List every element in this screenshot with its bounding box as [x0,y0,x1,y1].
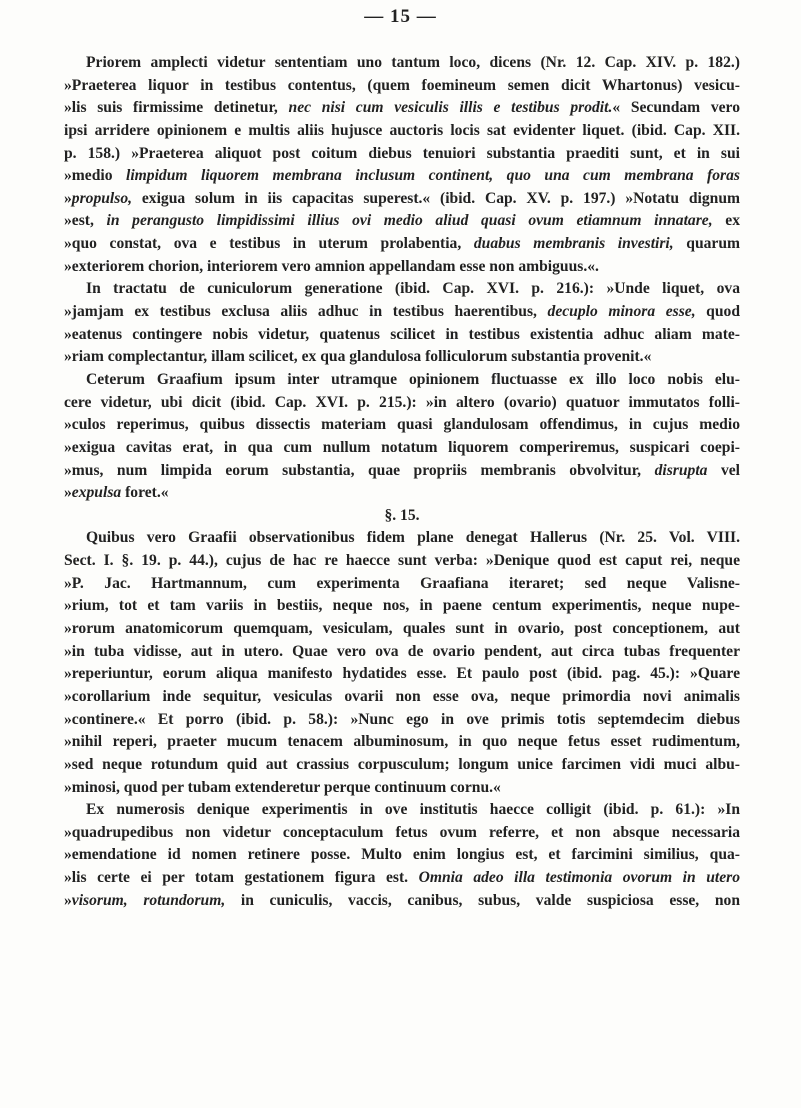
text-line [64,573,740,596]
text-line [64,278,740,301]
text-segment: ex [712,212,740,230]
text-segment: »jamjam ex testibus exclusa aliis adhuc in testibus haerentibus, [64,303,548,321]
text-segment: »mus, num limpida eorum substantia, quae propriis membranis obvolvitur, [64,461,655,479]
text-segment: in cuniculis, vaccis, canibus, subus, valde suspiciosa esse, non [225,891,740,909]
text-segment: »est, [64,212,107,230]
text-segment: » [64,189,72,207]
text-segment: »P. Jac. Hartmannum, cum experimenta Graafiana iteraret; sed neque Valisne- [64,574,740,592]
text-line [64,52,740,75]
text-segment: »medio [64,167,126,185]
text-line [64,595,740,618]
text-line [64,301,740,324]
text-line [64,709,740,732]
text-segment: Priorem amplecti videtur sententiam uno tantum loco, dicens (Nr. 12. Cap. XIV. p. 182.) [86,54,740,71]
text-line [64,754,740,777]
text-segment: »lis suis firmissime detinetur, [64,99,289,117]
text-line [64,437,740,460]
text-line [64,414,740,437]
text-segment: »quo constat, ova e testibus in uterum prolabentia, [64,235,474,253]
text-line [64,346,740,369]
text-segment: »continere.« Et porro (ibid. p. 58.): »Nunc ego in ove primis totis septemdecim diebus [64,710,740,728]
text-line [64,392,740,415]
text-line [64,256,740,279]
text-line [64,527,740,550]
text-line [64,867,740,890]
italic-text: duabus membranis investiri, [473,235,674,253]
text-segment: »rium, tot et tam variis in bestiis, neque nos, in paene centum experimentis, neque nupe- [64,597,740,615]
italic-text: propulso, [71,189,133,207]
text-segment: »nihil reperi, praeter mucum tenacem albuminosum, in quo neque fetus esset rudimentum, [64,733,740,751]
text-segment: quod [695,303,740,321]
text-line [64,143,740,166]
body-text [64,52,740,912]
italic-text: limpidum liquorem membrana inclusum continent, quo una cum membrana foras [126,167,740,185]
italic-text: nec nisi cum vesiculis illis e testibus prodit. [288,99,613,117]
text-segment: »quadrupedibus non videtur conceptaculum fetus ovum referre, et non absque necessaria [64,823,740,841]
text-segment: foret.« [121,484,169,502]
text-line [64,890,740,913]
text-line [64,75,740,98]
text-segment: p. 158.) »Praeterea aliquot post coitum diebus tenuiori substantia praediti sunt, et in sui [64,144,740,162]
text-line [64,324,740,347]
text-segment: In tractatu de cuniculorum generatione (ibid. Cap. XVI. p. 216.): »Unde liquet, ova [86,280,740,298]
text-line [64,188,740,211]
text-line [64,120,740,143]
text-line [64,369,740,392]
text-line [64,822,740,845]
text-line [64,686,740,709]
text-segment: »reperiuntur, eorum aliqua manifesto hydatides esse. Et paulo post (ibid. pag. 45.): »Quare [64,665,740,683]
text-line [64,550,740,573]
text-segment: » [64,891,72,909]
italic-text: in perangusto limpidissimi illius ovi medio aliud quasi ovum etiamnum innatare, [106,212,713,230]
text-segment: »culos reperimus, quibus dissectis materiam quasi glandulosam offendimus, in cujus medio [64,416,740,434]
text-segment: « Secundam vero [612,99,740,117]
text-line [64,210,740,233]
text-line [64,165,740,188]
text-line [64,777,740,800]
text-line [64,641,740,664]
text-segment: »sed neque rotundum quid aut crassius corpusculum; longum unice farcimen vidi muci albu- [64,755,740,773]
text-segment: Sect. I. §. 19. p. 44.), cujus de hac re haecce sunt verba: »Denique quod est caput rei, neque [64,552,740,570]
italic-text: Omnia adeo illa testimonia ovorum in utero [418,869,740,887]
text-segment: »lis certe ei per totam gestationem figura est. [64,869,419,887]
text-line [64,482,740,505]
italic-text: disrupta [654,461,708,479]
text-line [64,618,740,641]
text-line [64,663,740,686]
italic-text: expulsa [71,484,122,502]
page-number: — 15 — [364,6,437,27]
text-segment: »riam complectantur, illam scilicet, ex qua glandulosa folliculorum substantia provenit.« [64,348,652,366]
text-segment: »exigua cavitas erat, in qua cum nullum notatum liquorem comperiremus, suspicari coepi- [64,438,740,456]
text-segment: quarum [673,235,740,253]
text-segment: »rorum anatomicorum quemquam, vesiculam, quales sunt in ovario, post conceptionem, aut [64,620,740,638]
text-segment: »Praeterea liquor in testibus contentus, (quem foemineum semen dicit Whartonus) vesicu- [64,76,740,94]
text-segment: cere videtur, ubi dicit (ibid. Cap. XVI. p. 215.): »in altero (ovario) quatuor immutatos folli- [64,393,740,411]
text-segment: »in tuba vidisse, aut in utero. Quae vero ova de ovario pendent, aut circa tubas frequenter [64,642,740,660]
text-segment: »emendatione id nomen retinere posse. Multo enim longius est, et farcimini similius, qua- [64,846,740,864]
text-line [64,460,740,483]
text-line [64,731,740,754]
text-segment: ipsi arridere opinionem e multis aliis hujusce auctoris locis sat evidenter liquet. (ibid. Cap. XII. [64,121,740,139]
text-segment: Ceterum Graafium ipsum inter utramque opinionem fluctuasse ex illo loco nobis elu- [86,370,740,388]
text-line [64,97,740,120]
text-segment: »corollarium inde sequitur, vesiculas ovarii non esse ova, neque primordia novi animalis [64,687,740,705]
text-segment: exigua solum in iis capacitas superest.« (ibid. Cap. XV. p. 197.) »Notatu dignum [132,189,740,207]
section-heading: §. 15. [384,506,420,524]
text-line [64,233,740,256]
text-segment: vel [707,461,740,479]
text-line [64,844,740,867]
text-segment: »eatenus contingere nobis videtur, quatenus scilicet in testibus existentia adhuc aliam mate- [64,325,740,343]
text-segment: » [64,484,72,502]
text-segment: Quibus vero Graafii observationibus fidem plane denegat Hallerus (Nr. 25. Vol. VIII. [86,529,740,547]
italic-text: decuplo minora esse, [547,303,696,321]
text-segment: »minosi, quod per tubam extenderetur perque continuum cornu.« [64,778,501,796]
text-segment: »exteriorem chorion, interiorem vero amnion appellandam esse non ambiguus.«. [64,257,599,275]
text-line [64,799,740,822]
italic-text: visorum, rotundorum, [71,891,226,909]
text-segment: Ex numerosis denique experimentis in ove institutis haecce colligit (ibid. p. 61.): »In [86,801,740,819]
